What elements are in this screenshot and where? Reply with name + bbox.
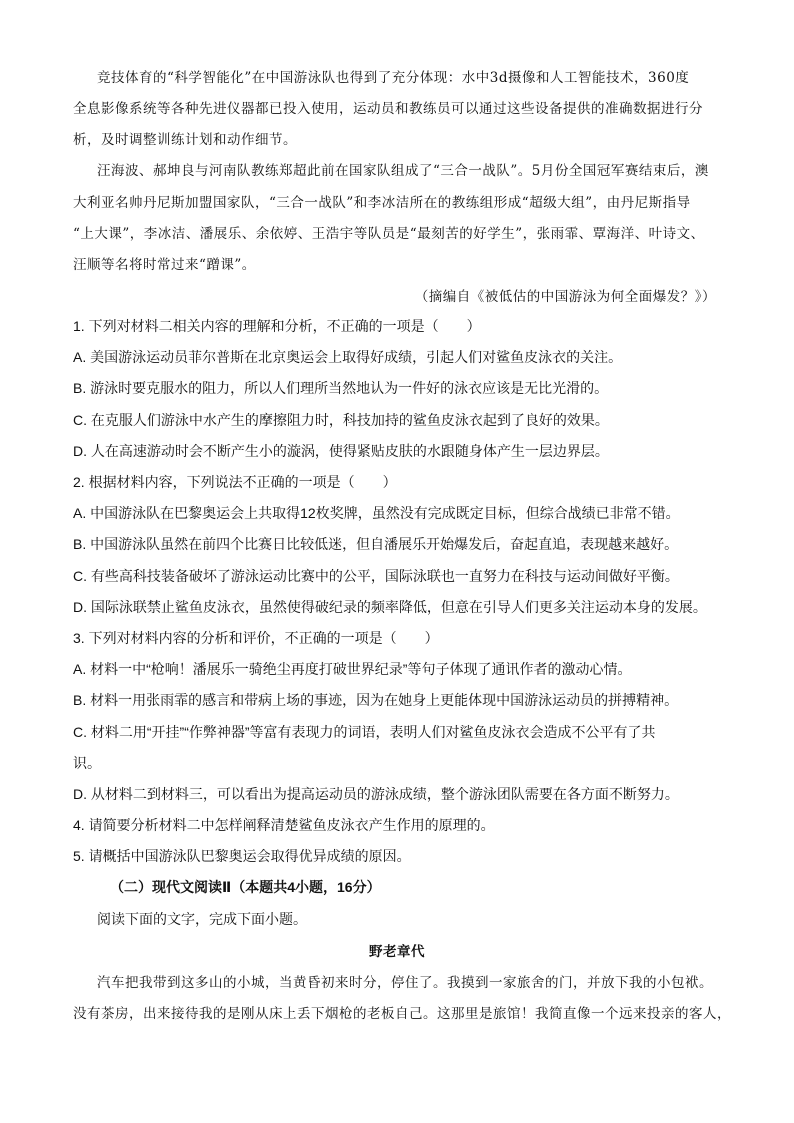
material-paragraph-line: 汪顺等名将时常过来“蹭课”。 — [73, 257, 256, 273]
question-stem: 2. 根据材料内容，下列说法不正确的一项是（ ） — [73, 474, 397, 490]
question-option: C. 在克服人们游泳中水产生的摩擦阻力时，科技加持的鲨鱼皮泳衣起到了良好的效果。 — [73, 412, 609, 428]
question-option: A. 中国游泳队在巴黎奥运会上共取得12枚奖牌，虽然没有完成既定目标，但综合战绩已非常不错。 — [73, 505, 680, 521]
question-option: B. 游泳时要克服水的阻力，所以人们理所当然地认为一件好的泳衣应该是无比光滑的。 — [73, 380, 609, 396]
material-paragraph-line: 竞技体育的“科学智能化”在中国游泳队也得到了充分体现：水中3d摄像和人工智能技术，360度 — [97, 70, 690, 86]
question-option: A. 材料一中“枪响！潘展乐一骑绝尘再度打破世界纪录”等句子体现了通讯作者的激动心情。 — [73, 661, 632, 677]
question-stem: 4. 请简要分析材料二中怎样阐释清楚鲨鱼皮泳衣产生作用的原理的。 — [73, 817, 495, 833]
question-option: C. 材料二用“开挂”“作弊神器”等富有表现力的词语，表明人们对鲨鱼皮泳衣会造成不公平有了共 — [73, 724, 656, 740]
question-option: D. 国际泳联禁止鲨鱼皮泳衣，虽然使得破纪录的频率降低，但意在引导人们更多关注运动本身的发展。 — [73, 599, 707, 615]
question-option: C. 有些高科技装备破坏了游泳运动比赛中的公平，国际泳联也一直努力在科技与运动间做好平衡。 — [73, 568, 679, 584]
question-option: D. 从材料二到材料三，可以看出为提高运动员的游泳成绩，整个游泳团队需要在各方面不断努力。 — [73, 786, 679, 802]
article-body-line: 汽车把我带到这多山的小城，当黄昏初来时分，停住了。我摸到一家旅舍的门，并放下我的小包袱。 — [97, 975, 713, 991]
question-option: A. 美国游泳运动员菲尔普斯在北京奥运会上取得好成绩，引起人们对鲨鱼皮泳衣的关注。 — [73, 349, 623, 365]
source-citation: （摘编自《被低估的中国游泳为何全面爆发？》） — [414, 289, 716, 305]
article-body-line: 没有茶房，出来接待我的是刚从床上丢下烟枪的老板自己。这那里是旅馆！我简直像一个远来投亲的客人， — [73, 1006, 731, 1022]
material-paragraph-line: “上大课”，李冰洁、潘展乐、余依婷、王浩宇等队员是“最刻苦的好学生”，张雨霏、覃海洋、叶诗文、 — [73, 226, 705, 242]
material-paragraph-line: 大利亚名帅丹尼斯加盟国家队，“三合一战队”和李冰洁所在的教练组形成“超级大组”，由丹尼斯指导 — [73, 195, 691, 211]
section-heading: （二）现代文阅读Ⅱ（本题共4小题，16分） — [110, 879, 381, 895]
question-option: B. 中国游泳队虽然在前四个比赛日比较低迷，但自潘展乐开始爆发后，奋起直追，表现越来越好。 — [73, 536, 679, 552]
article-title: 野老章代 — [369, 944, 425, 960]
question-stem: 1. 下列对材料二相关内容的理解和分析，不正确的一项是（ ） — [73, 318, 481, 334]
question-option-continuation: 识。 — [73, 755, 101, 771]
material-paragraph-line: 析，及时调整训练计划和动作细节。 — [73, 132, 297, 148]
question-stem: 5. 请概括中国游泳队巴黎奥运会取得优异成绩的原因。 — [73, 848, 411, 864]
material-paragraph-line: 汪海波、郝坤良与河南队教练郑超此前在国家队组成了“三合一战队”。5月份全国冠军赛结束后，澳 — [97, 163, 709, 179]
material-paragraph-line: 全息影像系统等各种先进仪器都已投入使用，运动员和教练员可以通过这些设备提供的准确数据进行分 — [73, 101, 703, 117]
section-instruction: 阅读下面的文字，完成下面小题。 — [97, 911, 307, 927]
question-stem: 3. 下列对材料内容的分析和评价，不正确的一项是（ ） — [73, 630, 439, 646]
question-option: D. 人在高速游动时会不断产生小的漩涡，使得紧贴皮肤的水跟随身体产生一层边界层。 — [73, 443, 609, 459]
question-option: B. 材料一用张雨霏的感言和带病上场的事迹，因为在她身上更能体现中国游泳运动员的拼搏精神。 — [73, 692, 679, 708]
